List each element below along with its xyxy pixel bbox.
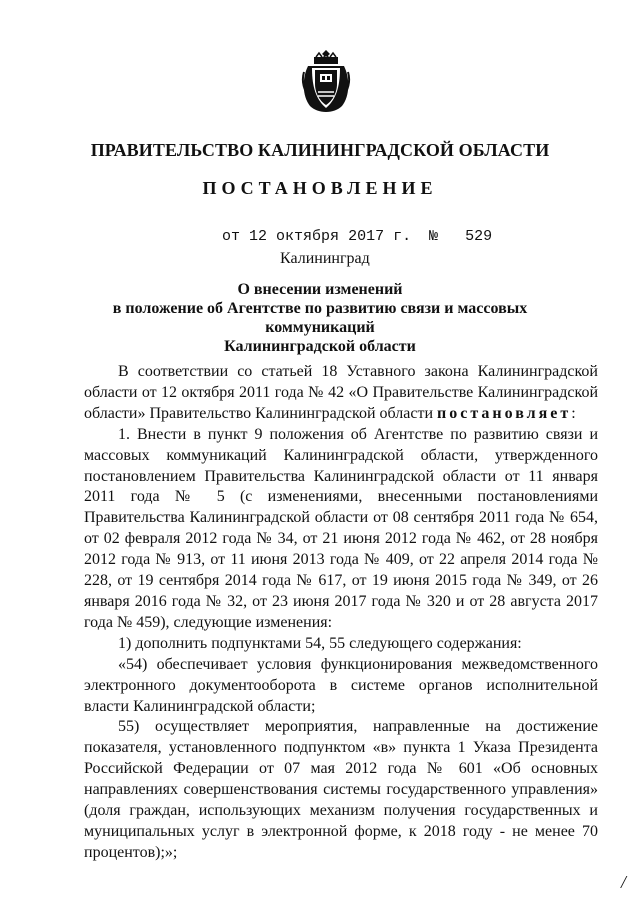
heading-line-2: в положение об Агентстве по развитию связи и массовых коммуникаций (112, 300, 528, 336)
preamble-text: В соответствии со статьей 18 Уставного закона Калининградской области от 12 октября 2011 года № 42 «О Правительстве Калининградской области» Правительство Калининградской области (84, 363, 598, 422)
date-year: 2017 г. (348, 228, 412, 245)
number-sign: № (429, 228, 439, 245)
subitem-1-paragraph: 1) дополнить подпунктами 54, 55 следующего содержания: (118, 634, 522, 652)
resolves-word: постановляет (437, 404, 572, 422)
date-prefix: от (222, 228, 241, 245)
preamble-paragraph (84, 362, 598, 425)
item-1-paragraph: 1. Внести в пункт 9 положения об Агентстве по развитию связи и массовых коммуникаций Калининградской области, утвержденного постановлением Правительства Калининградской области от 11 января 2011 года № 5 (с изменениями, внесенными постановлениями Правительства Калининградской области от 08 сентября 2011 года № 654, от 02 февраля 2012 года № 34, от 21 июня 2012 года № 462, от 28 ноября 2012 года № 913, от 11 июня 2013 года № 409, от 22 апреля 2014 года № 228, от 19 сентября 2014 года № 617, от 19 июня 2015 года № 349, от 26 января 2016 года № 32, от 23 июня 2017 года № 320 и от 28 августа 2017 года № 459), следующие изменения: (84, 425, 598, 631)
government-title: ПРАВИТЕЛЬСТВО КАЛИНИНГРАДСКОЙ ОБЛАСТИ (90, 140, 550, 160)
point-54-paragraph: «54) обеспечивает условия функционирования межведомственного электронного документооборота в системе органов исполнительной власти Калининградской области; (84, 655, 598, 715)
document-body (84, 362, 598, 864)
heading-line-3: Калининградской области (224, 338, 416, 355)
date-value: 12 октября (249, 228, 340, 245)
resolves-colon: : (571, 404, 576, 422)
heading-line-1: О внесении изменений (237, 281, 403, 298)
city-name: Калининград (280, 250, 370, 267)
document-type: ПОСТАНОВЛЕНИЕ (202, 178, 438, 198)
point-55-paragraph: 55) осуществляет мероприятия, направленные на достижение показателя, установленного подпунктом «в» пункта 1 Указа Президента Российской Федерации от 07 мая 2012 года № 601 «Об основных направлениях совершенствования системы государственного управления» (доля граждан, использующих механизм получения государственных и муниципальных услуг в электронной форме, к 2018 году - не менее 70 процентов);»; (84, 718, 598, 861)
corner-mark: / (621, 872, 627, 892)
document-number: 529 (465, 228, 493, 245)
date-number-line (222, 228, 492, 245)
document-heading (60, 280, 580, 356)
coat-of-arms-emblem (300, 48, 352, 114)
